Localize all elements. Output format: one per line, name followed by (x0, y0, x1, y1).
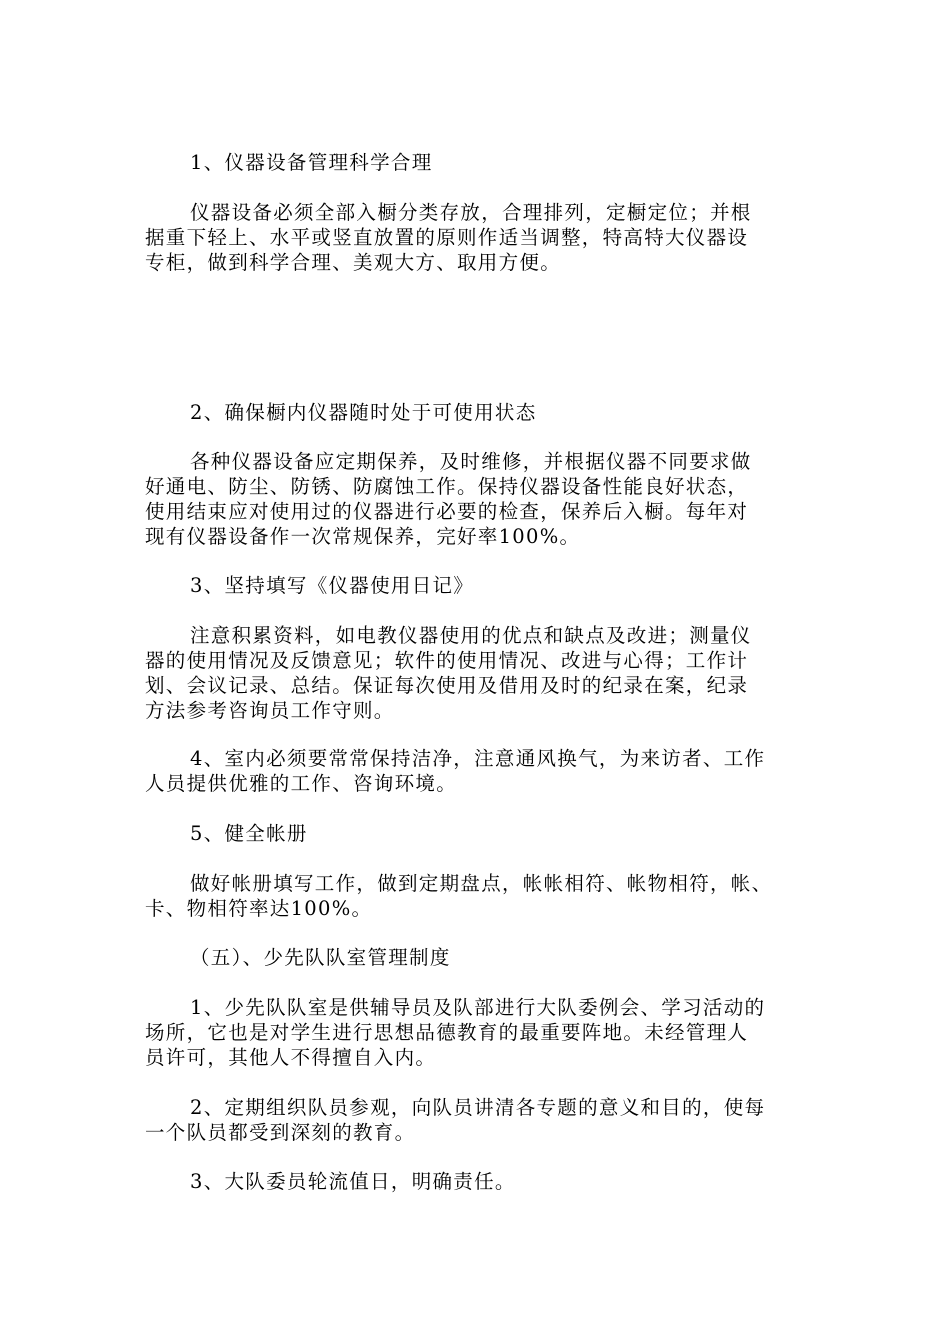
text-line: 2、定期组织队员参观，向队员讲清各专题的意义和目的，使每 (190, 1096, 766, 1119)
paragraph-rule-1 (145, 995, 825, 1070)
text-line: 场所，它也是对学生进行思想品德教育的最重要阵地。未经管理人 (145, 1021, 749, 1044)
paragraph-heading-2 (145, 400, 825, 425)
text-line: 一个队员都受到深刻的教育。 (145, 1121, 416, 1144)
text-line: （五）、少先队队室管理制度 (190, 946, 451, 969)
text-line: 使用结束应对使用过的仪器进行必要的检查，保养后入橱。每年对 (145, 500, 749, 523)
paragraph-body-2 (145, 449, 825, 549)
paragraph-body-3 (145, 623, 825, 723)
paragraph-rule-2 (145, 1095, 825, 1145)
text-line: 人员提供优雅的工作、咨询环境。 (145, 772, 458, 795)
text-line: 员许可，其他人不得擅自入内。 (145, 1046, 437, 1069)
text-line: 方法参考咨询员工作守则。 (145, 699, 395, 722)
paragraph-heading-3 (145, 573, 825, 598)
text-line: 器的使用情况及反馈意见；软件的使用情况、改进与心得；工作计 (145, 649, 749, 672)
text-line: 划、会议记录、总结。保证每次使用及借用及时的纪录在案，纪录 (145, 674, 749, 697)
text-line: 各种仪器设备应定期保养，及时维修，并根据仪器不同要求做 (190, 450, 752, 473)
paragraph-body-1 (145, 200, 825, 275)
text-line: 卡、物相符率达100%。 (145, 897, 373, 920)
text-line: 现有仪器设备作一次常规保养，完好率100%。 (145, 525, 581, 548)
text-line: 据重下轻上、水平或竖直放置的原则作适当调整，特高特大仪器设 (145, 226, 749, 249)
paragraph-heading-5 (145, 821, 825, 846)
paragraph-body-5 (145, 871, 825, 921)
text-line: 2、确保橱内仪器随时处于可使用状态 (190, 401, 537, 424)
paragraph-rule-3 (145, 1169, 825, 1194)
paragraph-heading-1 (145, 150, 825, 175)
text-line: 3、大队委员轮流值日，明确责任。 (190, 1170, 516, 1193)
section-heading (145, 945, 825, 970)
paragraph-item-4 (145, 746, 825, 796)
text-line: 注意积累资料，如电教仪器使用的优点和缺点及改进；测量仪 (190, 624, 752, 647)
text-line: 专柜，做到科学合理、美观大方、取用方便。 (145, 251, 562, 274)
text-line: 1、少先队队室是供辅导员及队部进行大队委例会、学习活动的 (190, 996, 766, 1019)
text-line: 1、仪器设备管理科学合理 (190, 151, 433, 174)
text-line: 仪器设备必须全部入橱分类存放，合理排列，定橱定位；并根 (190, 201, 752, 224)
text-line: 5、健全帐册 (190, 822, 308, 845)
text-line: 4、室内必须要常常保持洁净，注意通风换气，为来访者、工作 (190, 747, 766, 770)
text-line: 做好帐册填写工作，做到定期盘点，帐帐相符、帐物相符，帐、 (190, 872, 773, 895)
text-line: 好通电、防尘、防锈、防腐蚀工作。保持仪器设备性能良好状态， (145, 475, 749, 498)
text-line: 3、坚持填写《仪器使用日记》 (190, 574, 475, 597)
